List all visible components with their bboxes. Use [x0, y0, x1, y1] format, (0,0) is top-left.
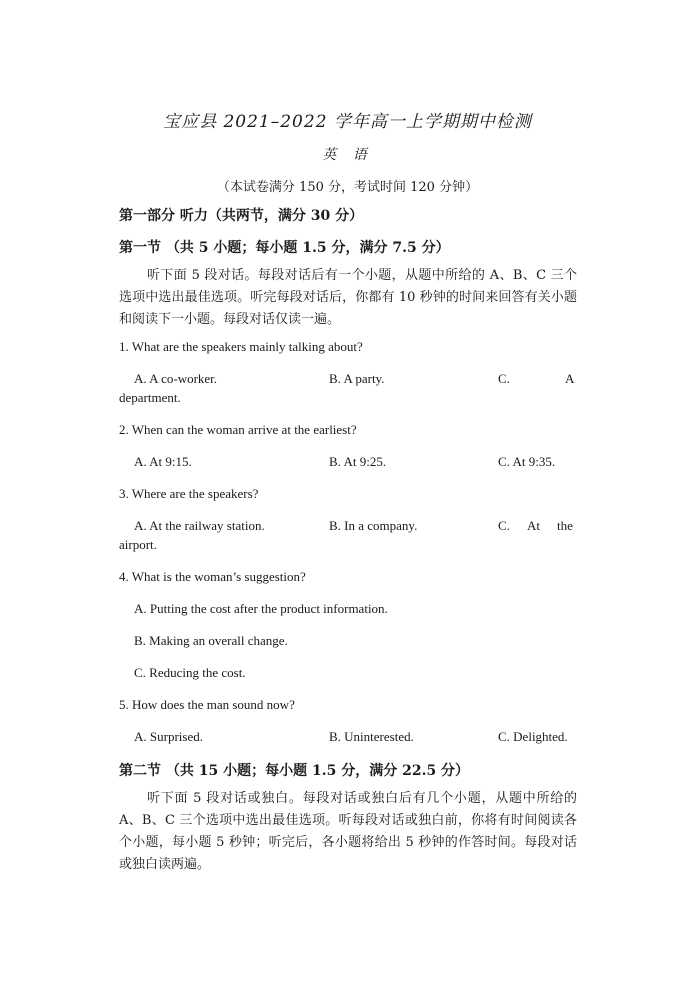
question-5-option-b: B. Uninterested. [329, 729, 414, 744]
question-3-stem: 3. Where are the speakers? [119, 486, 259, 501]
section1-instructions: 听下面 5 段对话。每段对话后有一个小题，从题中所给的 A、B、C 三个选项中选出最佳选项。听完每段对话后，你都有 10 秒钟的时间来回答有关小题和阅读下一小题。每段对话仅读一遍。 [119, 268, 577, 327]
question-1-option-c: C. [498, 371, 510, 386]
question-2-stem: 2. When can the woman arrive at the earliest? [119, 422, 357, 437]
question-1-stem: 1. What are the speakers mainly talking about? [119, 339, 363, 354]
question-3-option-a: A. At the railway station. [134, 518, 265, 533]
question-3-option-c-word2: the [557, 518, 573, 533]
question-2-option-b: B. At 9:25. [329, 454, 387, 469]
question-3-option-b: B. In a company. [329, 518, 418, 533]
question-1-option-b: B. A party. [329, 371, 385, 386]
question-2-option-c: C. At 9:35. [498, 454, 556, 469]
exam-note: （本试卷满分 150 分，考试时间 120 分钟） [216, 180, 479, 195]
question-3-option-c-word1: At [527, 518, 540, 533]
question-4-option-b: B. Making an overall change. [134, 633, 288, 648]
question-3-option-c-wrap: airport. [119, 537, 157, 552]
question-4-option-c: C. Reducing the cost. [134, 665, 246, 680]
question-3-option-c: C. [498, 518, 510, 533]
part1-heading: 第一部分 听力（共两节，满分 30 分） [119, 208, 364, 224]
question-4-stem: 4. What is the woman’s suggestion? [119, 569, 306, 584]
exam-title: 宝应县 2021–2022 学年高一上学期期中检测 [163, 112, 532, 132]
section2-heading: 第二节 （共 15 小题；每小题 1.5 分，满分 22.5 分） [119, 763, 470, 779]
exam-subject: 英 语 [322, 147, 373, 163]
question-5-stem: 5. How does the man sound now? [119, 697, 295, 712]
question-1-option-c-wrap: department. [119, 390, 181, 405]
question-5-option-a: A. Surprised. [134, 729, 203, 744]
section2-instructions: 听下面 5 段对话或独白。每段对话或独白后有几个小题，从题中所给的 A、B、C 三个选项中选出最佳选项。听每段对话或独白前，你将有时间阅读各个小题，每小题 5 秒钟；听完后，各小题将给出 5 秒钟的作答时间。每段对话或独白读两遍。 [119, 791, 577, 872]
question-1-option-a: A. A co-worker. [134, 371, 218, 386]
question-5-option-c: C. Delighted. [498, 729, 568, 744]
question-2-option-a: A. At 9:15. [134, 454, 192, 469]
question-1-option-c-word: A [565, 371, 575, 386]
question-4-option-a: A. Putting the cost after the product information. [134, 601, 388, 616]
section1-heading: 第一节 （共 5 小题；每小题 1.5 分，满分 7.5 分） [119, 240, 450, 256]
